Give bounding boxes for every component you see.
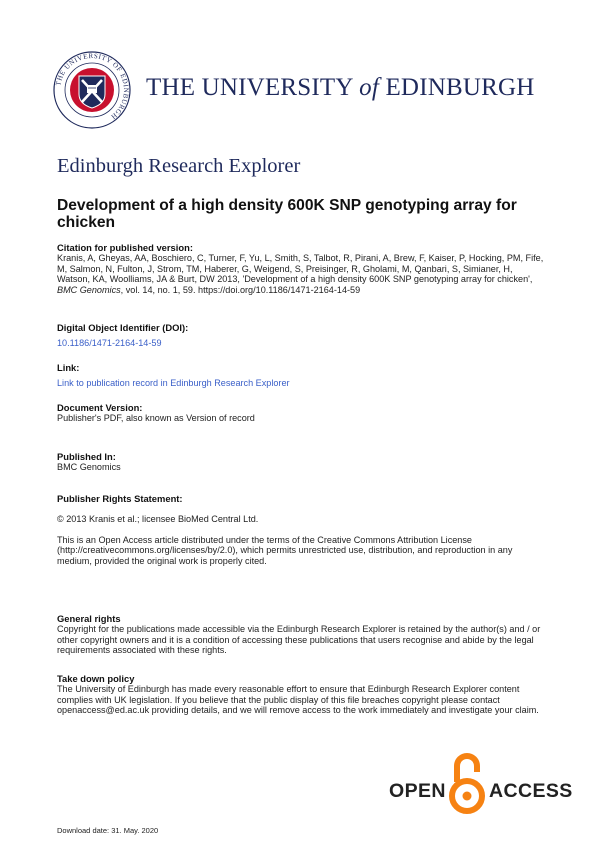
citation-text: Kranis, A, Gheyas, AA, Boschiero, C, Turner, F, Yu, L, Smith, S, Talbot, R, Pirani, A, Brew, F, Kaiser, P, Hocking, PM, Fife, M, Salmon, N, Fulton, J, Strom, TM, Haberer, G, Weigend, S, Preisinger, R, Gholami, M, Qanbari, S, Simianer, H, Watson, KA, Woolliams, JA & Burt, DW 2013, 'Development of a high density 600K SNP genotyping array for chicken', BMC Genomics, vol. 14, no. 1, 59. https://doi.org/10.1186/1471-2164-14-59	[57, 253, 544, 295]
link-label: Link:	[57, 362, 80, 373]
open-access-word-open: OPEN	[389, 780, 446, 802]
open-padlock-icon	[449, 750, 485, 814]
take-down-label: Take down policy	[57, 673, 135, 684]
seal-ring-text: THE UNIVERSITY OF EDINBURGH	[54, 51, 131, 121]
published-in-label: Published In:	[57, 451, 116, 462]
rights-copyright: © 2013 Kranis et al.; licensee BioMed Central Ltd.	[57, 514, 259, 524]
rights-section	[57, 493, 547, 566]
version-value: Publisher's PDF, also known as Version of record	[57, 413, 255, 423]
document-title: Development of a high density 600K SNP genotyping array for chicken	[57, 197, 517, 231]
link-section	[57, 362, 547, 391]
take-down-section	[57, 673, 551, 716]
published-in-section	[57, 451, 547, 473]
doi-label: Digital Object Identifier (DOI):	[57, 322, 189, 333]
university-name: THE UNIVERSITY of EDINBURGH	[146, 74, 535, 101]
open-access-logo	[389, 750, 579, 820]
rights-license: This is an Open Access article distributed under the terms of the Creative Commons Attribution License (http://creativecommons.org/licenses/by/2.0), which permits unrestricted use, distribution, and reproduction in any medium, provided the original work is properly cited.	[57, 534, 513, 566]
doi-link[interactable]: 10.1186/1471-2164-14-59	[57, 338, 162, 348]
version-label: Document Version:	[57, 402, 143, 413]
university-seal-logo	[52, 50, 132, 130]
general-rights-text: Copyright for the publications made accessible via the Edinburgh Research Explorer is retained by the author(s) and / or other copyright owners and it is a condition of accessing these publications that users recognise and abide by the legal requirements associated with these rights.	[57, 624, 541, 656]
repository-name: Edinburgh Research Explorer	[57, 155, 301, 177]
citation-section	[57, 242, 547, 295]
publication-record-link[interactable]: Link to publication record in Edinburgh Research Explorer	[57, 378, 290, 388]
download-date: Download date: 31. May. 2020	[57, 826, 159, 835]
general-rights-section	[57, 613, 551, 656]
rights-label: Publisher Rights Statement:	[57, 493, 183, 504]
citation-label: Citation for published version:	[57, 242, 193, 253]
open-access-word-access: ACCESS	[489, 780, 573, 802]
take-down-text: The University of Edinburgh has made every reasonable effort to ensure that Edinburgh Research Explorer content complies with UK legislation. If you believe that the public display of this file breaches copyright please contact openaccess@ed.ac.uk providing details, and we will remove access to the work immediately and investigate your claim.	[57, 684, 539, 716]
published-in-value: BMC Genomics	[57, 462, 121, 472]
general-rights-label: General rights	[57, 613, 121, 624]
doi-section	[57, 322, 547, 351]
version-section	[57, 402, 547, 424]
